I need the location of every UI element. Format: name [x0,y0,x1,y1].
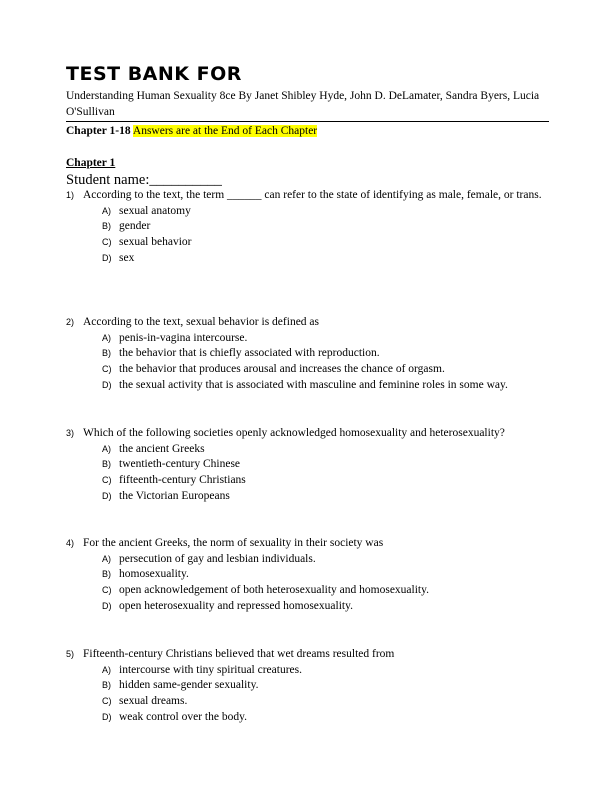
answer-options [66,204,546,267]
option-text: the Victorian Europeans [119,489,230,502]
answer-option [66,663,546,679]
question-number: 1) [66,190,75,200]
answer-option [66,567,546,583]
option-letter: D) [102,379,112,390]
question-number: 4) [66,538,75,548]
option-letter: C) [102,584,112,595]
option-text: penis-in-vagina intercourse. [119,331,248,344]
answer-options [66,552,546,615]
answer-option [66,678,546,694]
option-letter: B) [102,459,111,470]
question-number: 5) [66,649,75,659]
book-subtitle: Understanding Human Sexuality 8ce By Janet Shibley Hyde, John D. DeLamater, Sandra Byers, Lucia O'Sullivan [66,90,540,118]
answer-option [66,583,546,599]
option-letter: B) [102,569,111,580]
answer-option [66,362,546,378]
option-text: the ancient Greeks [119,442,205,455]
answer-option [66,251,546,267]
option-letter: D) [102,252,112,263]
chapters-line [66,124,317,139]
answer-option [66,346,546,362]
option-letter: B) [102,348,111,359]
option-letter: C) [102,695,112,706]
option-letter: A) [102,443,111,454]
option-letter: B) [102,221,111,232]
option-letter: B) [102,680,111,691]
option-text: sexual anatomy [119,204,191,217]
answer-option [66,442,546,458]
answer-option [66,204,546,220]
option-letter: D) [102,711,112,722]
question-text: Which of the following societies openly acknowledged homosexuality and heterosexuality? [83,427,505,439]
question-number: 2) [66,317,75,327]
option-text: weak control over the body. [119,710,247,723]
option-letter: D) [102,490,112,501]
option-text: the sexual activity that is associated with masculine and feminine roles in some way. [119,378,508,391]
question-2 [66,315,546,393]
option-text: persecution of gay and lesbian individuals. [119,552,316,565]
answer-option [66,331,546,347]
answer-options [66,663,546,726]
answer-option [66,489,546,505]
answer-option [66,599,546,615]
question-5 [66,647,546,725]
question-text: According to the text, sexual behavior is defined as [83,316,319,328]
question-1 [66,188,546,266]
answer-option [66,378,546,394]
question-text: According to the text, the term ______ can refer to the state of identifying as male, female, or trans. [83,189,542,201]
option-letter: A) [102,553,111,564]
option-letter: A) [102,664,111,675]
answer-option [66,457,546,473]
option-text: fifteenth-century Christians [119,473,246,486]
answer-option [66,694,546,710]
option-letter: D) [102,600,112,611]
option-letter: C) [102,363,112,374]
option-text: open acknowledgement of both heterosexuality and homosexuality. [119,583,429,596]
chapters-label: Chapter 1-18 [66,125,131,137]
answer-option [66,710,546,726]
answers-note-highlight: Answers are at the End of Each Chapter [132,125,318,137]
option-text: sexual dreams. [119,694,188,707]
option-text: intercourse with tiny spiritual creatures. [119,663,302,676]
question-3 [66,426,546,504]
option-letter: C) [102,236,112,247]
option-text: the behavior that produces arousal and increases the chance of orgasm. [119,362,445,375]
question-text: Fifteenth-century Christians believed that wet dreams resulted from [83,648,395,660]
option-letter: A) [102,205,111,216]
option-text: hidden same-gender sexuality. [119,679,259,692]
answer-option [66,473,546,489]
option-text: the behavior that is chiefly associated with reproduction. [119,347,380,360]
answer-options [66,442,546,505]
answer-options [66,331,546,394]
answer-option [66,219,546,235]
option-letter: A) [102,332,111,343]
answer-option [66,235,546,251]
question-text: For the ancient Greeks, the norm of sexuality in their society was [83,537,384,549]
answer-option [66,552,546,568]
chapter-heading: Chapter 1 [66,157,116,169]
question-number: 3) [66,428,75,438]
option-letter: C) [102,474,112,485]
question-4 [66,536,546,614]
option-text: open heterosexuality and repressed homosexuality. [119,599,353,612]
option-text: sexual behavior [119,235,192,248]
header-divider [66,121,549,122]
option-text: sex [119,251,135,264]
option-text: homosexuality. [119,568,189,581]
document-title: TEST BANK FOR [66,63,242,85]
option-text: twentieth-century Chinese [119,458,241,471]
student-name-field: Student name:__________ [66,172,222,188]
option-text: gender [119,220,151,233]
